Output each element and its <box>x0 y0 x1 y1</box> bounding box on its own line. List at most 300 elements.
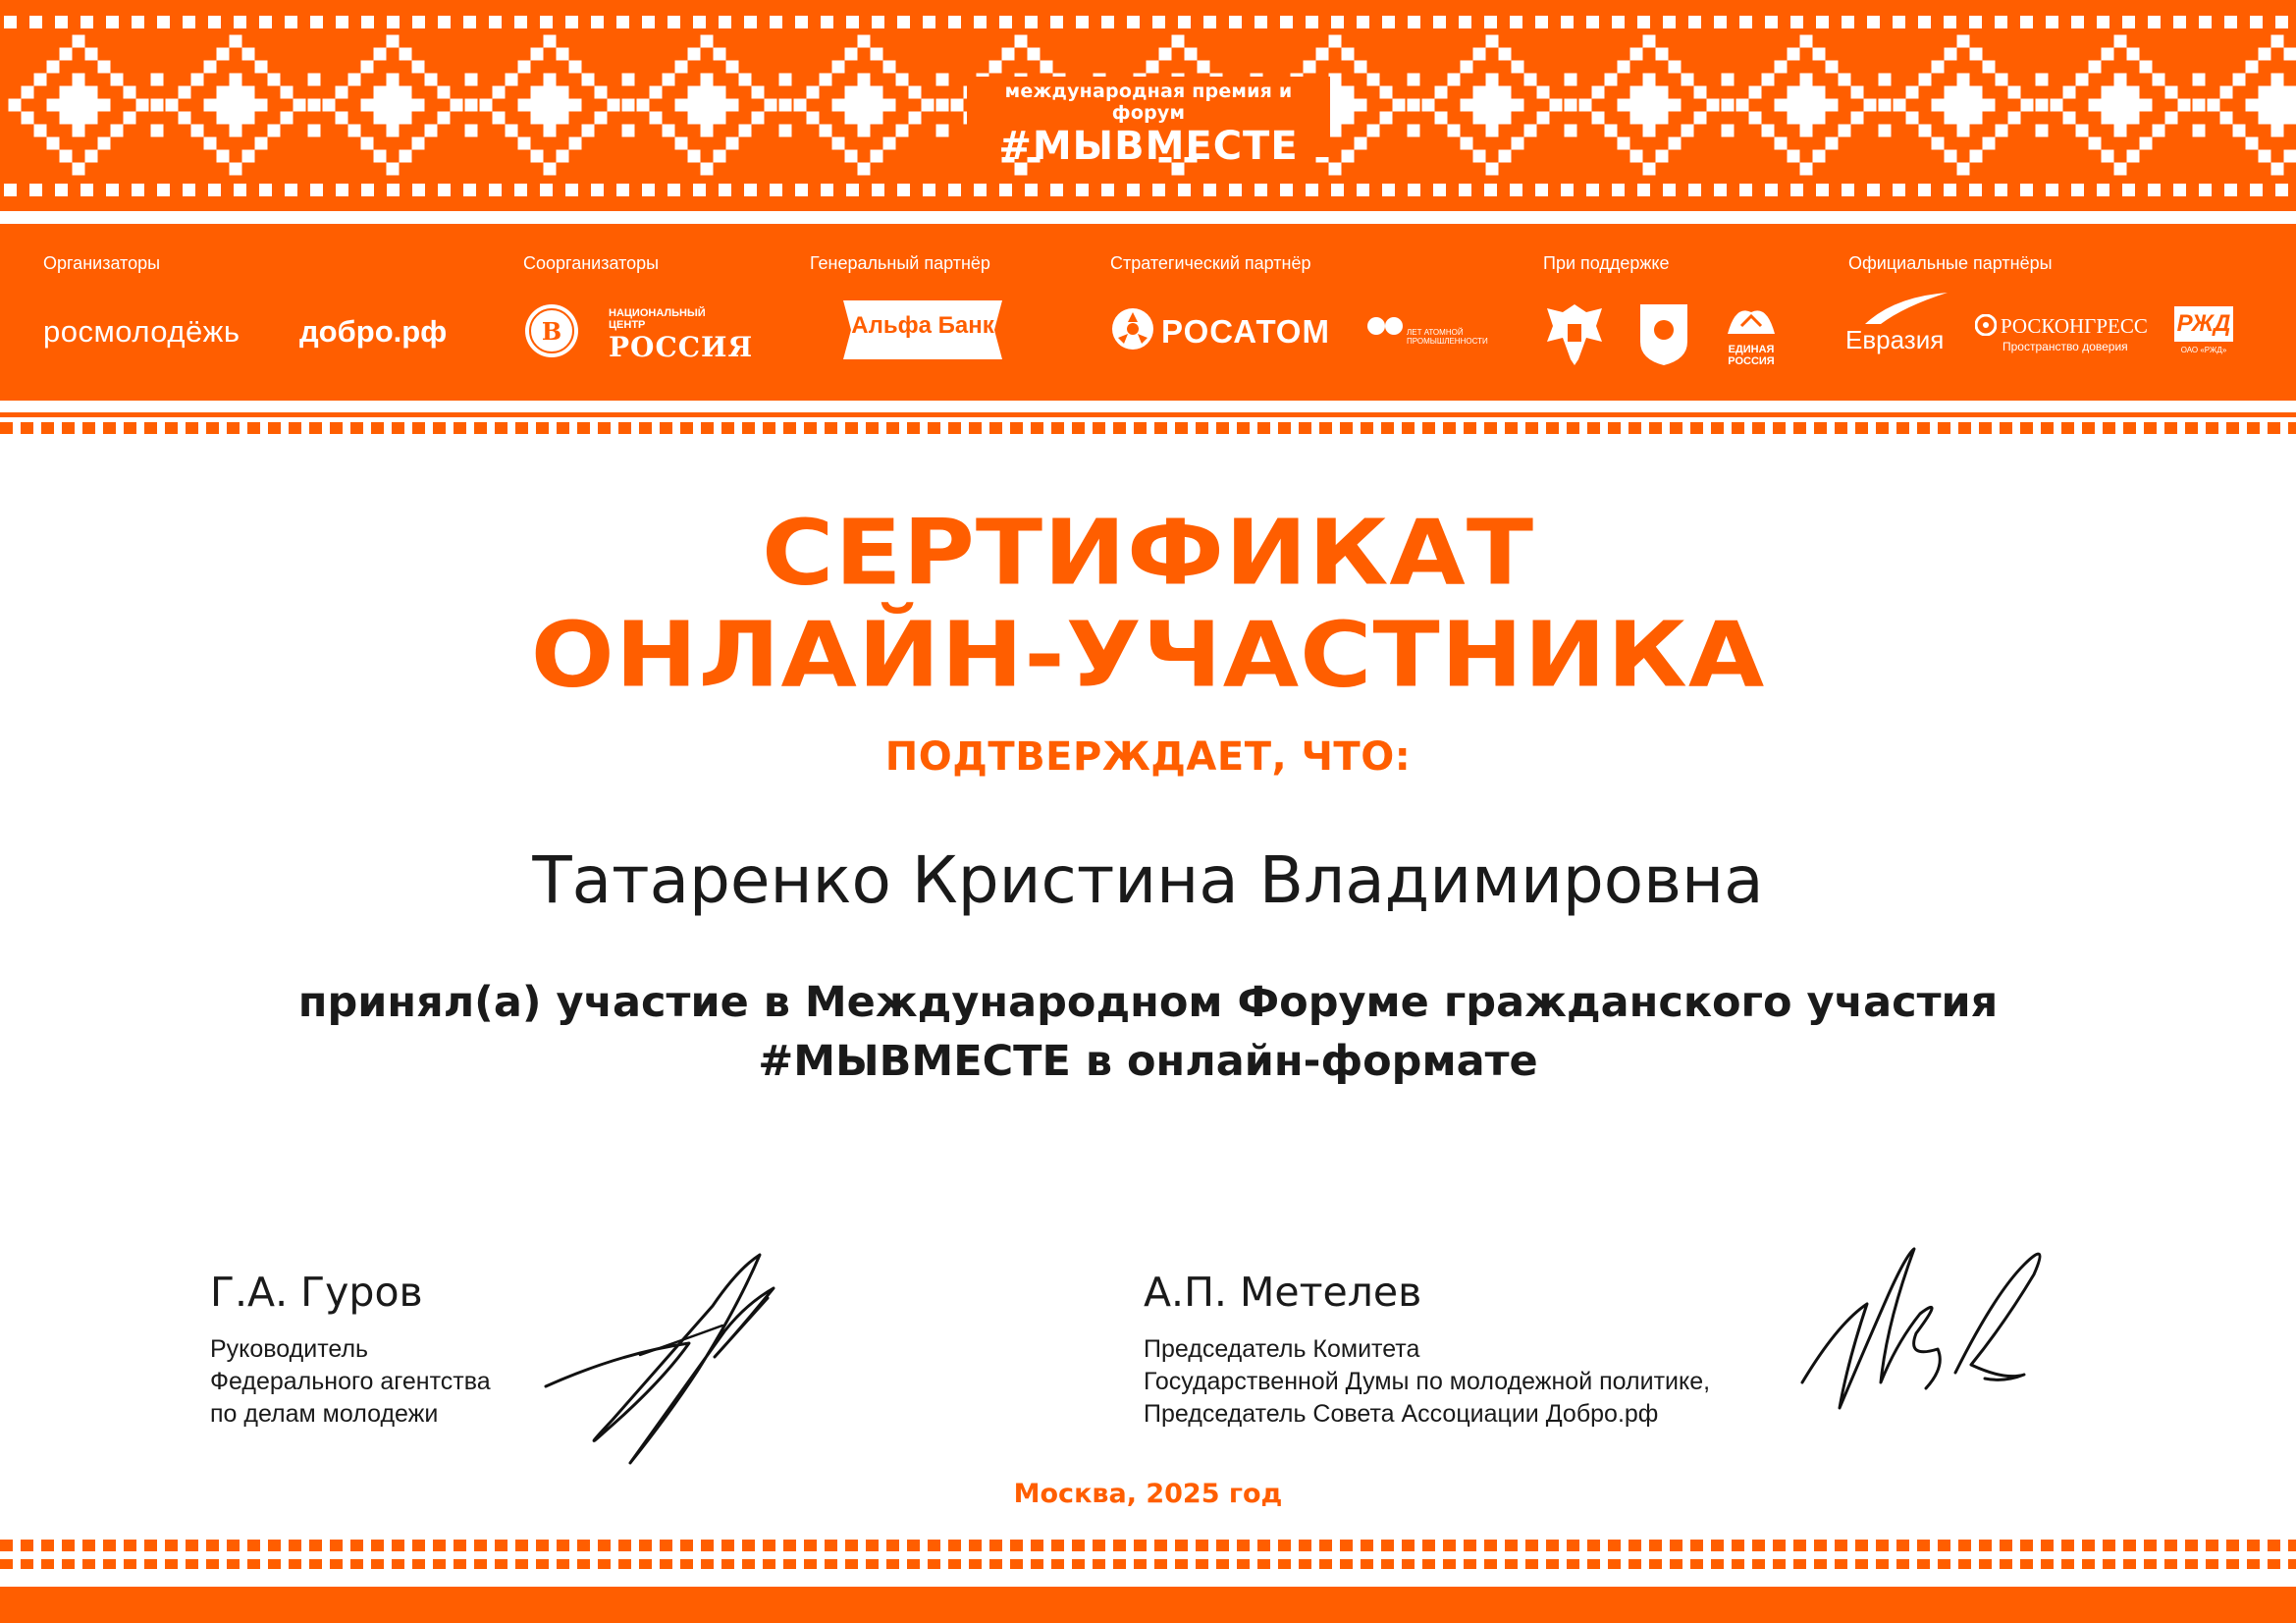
ornament-cell <box>1842 16 1854 28</box>
ornament-cell <box>1355 61 1367 74</box>
ornament-cell <box>1637 184 1650 196</box>
ornament-cell <box>1435 112 1448 125</box>
ornament-cell <box>1800 74 1813 86</box>
ornament-cell <box>1041 61 1053 74</box>
ornament-cell <box>752 86 765 99</box>
strategic-partner-label: Стратегический партнёр <box>1110 253 1311 273</box>
ornament-cell <box>1357 16 1369 28</box>
ornament-cell <box>1203 184 1216 196</box>
ornament-cell <box>2127 150 2140 163</box>
ornament-cell <box>1893 184 1905 196</box>
ornament-cell <box>1408 125 1420 137</box>
ornament-cell <box>1618 61 1630 74</box>
ornament-cell <box>151 74 164 86</box>
ornament-cell <box>2114 35 2127 48</box>
ornament-cell <box>361 16 374 28</box>
ornament-cell <box>518 99 531 112</box>
city-year: Москва, 2025 год <box>1013 1479 1283 1509</box>
ornament-cell <box>2114 74 2127 86</box>
ornament-cell <box>204 61 217 74</box>
ornament-cell <box>151 99 164 112</box>
ornament-cell <box>2097 16 2109 28</box>
ornament-cell <box>2036 99 2049 112</box>
ornament-cell <box>622 99 635 112</box>
ornament-cell <box>1408 184 1420 196</box>
ornament-cell <box>1178 184 1191 196</box>
ornament-cell <box>2233 74 2246 86</box>
ornament-band <box>0 0 2296 211</box>
ornament-cell <box>832 61 845 74</box>
ornament-cell <box>1957 163 1970 176</box>
ornament-cell <box>948 184 961 196</box>
ornament-cell <box>1565 125 1577 137</box>
ornament-cell <box>132 184 144 196</box>
ornament-cell <box>1722 74 1735 86</box>
ornament-cell <box>1592 86 1605 99</box>
top-divider-line <box>0 412 2296 417</box>
ornament-cell <box>936 125 949 137</box>
ornament-cell <box>506 125 518 137</box>
ornament-cell <box>1433 16 1446 28</box>
ornament-cell <box>400 48 412 61</box>
ornament-cell <box>1688 16 1701 28</box>
ornament-cell <box>1694 86 1707 99</box>
ornament-cell <box>1970 48 1983 61</box>
ornament-cell <box>1127 16 1140 28</box>
ornament-cell <box>820 74 832 86</box>
ornament-cell <box>465 99 478 112</box>
ornament-cell <box>1788 150 1800 163</box>
ornament-cell <box>770 184 782 196</box>
ornament-cell <box>744 184 757 196</box>
rzd-logo <box>2174 306 2233 354</box>
ornament-cell <box>1643 74 1656 86</box>
ornament-cell <box>726 61 739 74</box>
certificate-subtitle: ПОДТВЕРЖДАЕТ, ЧТО: <box>884 734 1412 780</box>
ornament-cell <box>111 74 124 86</box>
signatory-1-role-line: по делам молодежи <box>210 1400 439 1428</box>
hse-emblem-icon <box>523 302 580 363</box>
signatory-2-role-line: Государственной Думы по молодежной политике, <box>1144 1368 1711 1395</box>
ornament-cell <box>387 16 400 28</box>
ornament-cell <box>1198 61 1210 74</box>
ornament-cell <box>591 184 604 196</box>
ornament-cell <box>688 48 701 61</box>
ornament-cell <box>2036 74 2049 86</box>
ornament-cell <box>412 16 425 28</box>
ornament-cell <box>2173 184 2186 196</box>
ornament-cell <box>2071 16 2084 28</box>
ornament-cell <box>1461 61 1473 74</box>
ornament-cell <box>1586 184 1599 196</box>
ornament-cell <box>2020 16 2033 28</box>
ornament-cell <box>1459 16 1471 28</box>
ornament-cell <box>821 184 833 196</box>
ornament-cell <box>1473 86 1512 125</box>
statement-line-1: принял(а) участие в Международном Форуме гражданского участия <box>297 978 1999 1027</box>
ornament-cell <box>1579 99 1592 112</box>
ornament-cell <box>1255 184 1267 196</box>
ornament-cell <box>412 137 425 150</box>
ornament-cell <box>34 125 47 137</box>
ornament-cell <box>1586 16 1599 28</box>
ornament-cell <box>285 184 297 196</box>
ornament-cell <box>565 184 578 196</box>
ornament-cell <box>1851 112 1864 125</box>
ornament-cell <box>1331 184 1344 196</box>
ornament-cell <box>506 74 518 86</box>
ornament-cell <box>60 86 98 125</box>
ornament-cell <box>1255 16 1267 28</box>
ornament-cell <box>1714 184 1727 196</box>
ornament-cell <box>1101 16 1114 28</box>
ornament-cell <box>779 99 792 112</box>
ornament-cell <box>2173 16 2186 28</box>
ornament-cell <box>1280 184 1293 196</box>
ornament-cell <box>1800 35 1813 48</box>
ornament-cell <box>923 184 935 196</box>
ornament-cell <box>595 86 608 99</box>
signatory-2-role-line: Председатель Комитета <box>1144 1335 1420 1363</box>
rzd-subtitle: ОАО «РЖД» <box>2180 346 2227 354</box>
ornament-cell <box>1682 125 1694 137</box>
ornament-cell <box>2220 112 2233 125</box>
ornament-cell <box>1408 74 1420 86</box>
eurasia-name: Евразия <box>1845 325 1945 354</box>
ornament-cell <box>361 61 374 74</box>
ornament-cell <box>544 125 557 137</box>
ornament-cell <box>2284 48 2296 61</box>
ornament-cell <box>1510 16 1522 28</box>
ornament-cell <box>1790 16 1803 28</box>
ornament-cell <box>166 99 179 112</box>
ornament-cell <box>1382 184 1395 196</box>
ornament-cell <box>744 16 757 28</box>
ornament-cell <box>1618 99 1630 112</box>
ornament-cell <box>387 125 400 137</box>
rzd-name: РЖД <box>2174 306 2233 342</box>
ornament-cell <box>1002 48 1015 61</box>
ornament-cell <box>1867 184 1880 196</box>
ornament-cell <box>770 16 782 28</box>
ornament-cell <box>1342 48 1355 61</box>
ornament-cell <box>2246 61 2259 74</box>
ornament-cell <box>2020 184 2033 196</box>
ornament-cell <box>387 35 400 48</box>
ornament-cell <box>1355 137 1367 150</box>
ornament-cell <box>1537 86 1550 99</box>
ornament-cell <box>858 35 871 48</box>
ornament-cell <box>1663 16 1676 28</box>
ornament-cell <box>308 125 321 137</box>
signatory-2-name: А.П. Метелев <box>1144 1269 1422 1316</box>
ornament-cell <box>1382 16 1395 28</box>
ornament-cell <box>1826 61 1839 74</box>
ornament-cell <box>1739 16 1752 28</box>
ornament-cell <box>255 137 268 150</box>
ornament-cell <box>2271 74 2284 86</box>
ornament-cell <box>412 61 425 74</box>
ornament-cell <box>701 163 714 176</box>
ornament-cell <box>1306 184 1318 196</box>
certificate-title-line-1: СЕРТИФИКАТ <box>761 499 1535 606</box>
ornament-cell <box>1682 74 1694 86</box>
ornament-cell <box>2089 99 2102 112</box>
ornament-cell <box>1918 184 1931 196</box>
ornament-cell <box>425 74 438 86</box>
ornament-cell <box>230 35 242 48</box>
ornament-cell <box>2051 99 2063 112</box>
ornament-cell <box>1127 184 1140 196</box>
ornament-cell <box>752 112 765 125</box>
ornament-cell <box>132 16 144 28</box>
ornament-cell <box>1996 74 2008 86</box>
ornament-cell <box>999 16 1012 28</box>
ornament-cell <box>259 16 272 28</box>
ornament-cell <box>451 99 463 112</box>
eurasia-swoosh-icon <box>1845 291 1953 330</box>
ornament-cell <box>217 86 255 125</box>
ornament-cell <box>2021 99 2034 112</box>
ornament-cell <box>1762 125 1775 137</box>
ornament-cell <box>2199 184 2212 196</box>
ornament-cell <box>675 61 688 74</box>
ornament-cell <box>999 184 1012 196</box>
ornament-cell <box>1932 61 1945 74</box>
ornament-cell <box>1957 35 1970 48</box>
ornament-cell <box>1592 112 1605 125</box>
ornament-cell <box>1775 99 1788 112</box>
ornament-cell <box>701 35 714 48</box>
ornament-cell <box>47 137 60 150</box>
ornament-cell <box>438 86 451 99</box>
ornament-cell <box>1957 125 1970 137</box>
ornament-cell <box>974 16 987 28</box>
ornament-cell <box>989 61 1002 74</box>
ornament-cell <box>1879 74 1892 86</box>
ornament-cell <box>1894 99 1906 112</box>
ornament-cell <box>1788 86 1826 125</box>
ornament-cell <box>883 61 896 74</box>
ornament-cell <box>1550 99 1563 112</box>
roscongress-icon <box>1975 314 1997 340</box>
ornament-cell <box>2271 163 2284 176</box>
atom-80-icon <box>1365 306 1405 350</box>
ornament-cell <box>1618 137 1630 150</box>
ornament-cell <box>794 99 807 112</box>
ornament-cell <box>1355 99 1367 112</box>
ornament-cell <box>2148 16 2161 28</box>
ornament-cell <box>489 16 502 28</box>
ornament-cell <box>73 74 85 86</box>
organizers-label: Организаторы <box>43 253 161 273</box>
ornament-cell <box>1076 16 1089 28</box>
ornament-cell <box>1512 61 1524 74</box>
ornament-cell <box>2008 112 2021 125</box>
united-russia-logo <box>1718 298 1785 367</box>
ornament-cell <box>73 125 85 137</box>
ornament-cell <box>1944 184 1956 196</box>
ornament-cell <box>1839 74 1851 86</box>
ornament-cell <box>719 16 731 28</box>
ornament-cell <box>1765 184 1778 196</box>
ornament-cell <box>1393 99 1406 112</box>
ornament-cell <box>157 16 170 28</box>
forum-logo <box>967 77 1330 169</box>
ornament-cell <box>1816 16 1829 28</box>
ornament-cell <box>348 125 361 137</box>
ornament-cell <box>1851 86 1864 99</box>
ornament-cell <box>1765 16 1778 28</box>
ornament-cell <box>22 112 34 125</box>
national-center-russia-logo <box>609 307 754 363</box>
ornament-cell <box>1367 125 1380 137</box>
ornament-cell <box>124 112 136 125</box>
bottom-dashes-2 <box>0 1559 2296 1569</box>
ornament-cell <box>1147 61 1159 74</box>
ornament-cell <box>438 16 451 28</box>
ornament-cell <box>2250 16 2263 28</box>
ornament-cell <box>310 16 323 28</box>
ornament-cell <box>179 112 191 125</box>
ornament-cell <box>1524 125 1537 137</box>
ornament-cell <box>650 86 663 99</box>
ornament-cell <box>2153 125 2165 137</box>
ornament-cell <box>310 184 323 196</box>
ornament-cell <box>387 163 400 176</box>
svg-text:В: В <box>541 317 562 346</box>
ornament-cell <box>1050 184 1063 196</box>
atom-80-text: ЛЕТ АТОМНОЙ ПРОМЫШЛЕННОСТИ <box>1407 328 1488 346</box>
ornament-cell <box>336 86 348 99</box>
signatory-2-role-line: Председатель Совета Ассоциации Добро.рф <box>1144 1400 1659 1428</box>
ornament-cell <box>1408 99 1420 112</box>
ornament-cell <box>531 150 544 163</box>
ornament-cell <box>858 163 871 176</box>
roscongress-name: РОСКОНГРЕСС <box>2001 314 2148 338</box>
ornament-cell <box>650 112 663 125</box>
ornament-cell <box>2271 35 2284 48</box>
ornament-cell <box>2063 86 2076 99</box>
ornament-cell <box>1512 99 1524 112</box>
ornament-cell <box>1656 150 1669 163</box>
ornament-cell <box>374 48 387 61</box>
ornament-cell <box>540 184 553 196</box>
ornament-cell <box>1473 150 1486 163</box>
ornament-cell <box>1499 48 1512 61</box>
ornament-cell <box>688 86 726 125</box>
ornament-cell <box>2102 150 2114 163</box>
ornament-cell <box>845 150 858 163</box>
ornament-cell <box>1945 48 1957 61</box>
ornament-cell <box>2193 125 2206 137</box>
ornament-cell <box>1996 125 2008 137</box>
ornament-cell <box>2224 16 2237 28</box>
ornament-cell <box>1605 74 1618 86</box>
ornament-cell <box>922 99 934 112</box>
ornament-cell <box>412 184 425 196</box>
ornament-cell <box>1945 86 1983 125</box>
ornament-cell <box>1969 16 1982 28</box>
ornament-cell <box>1669 137 1682 150</box>
ornament-cell <box>60 48 73 61</box>
ornament-cell <box>739 74 752 86</box>
ornament-cell <box>2165 112 2178 125</box>
ornament-cell <box>2275 16 2288 28</box>
ornament-cell <box>1612 184 1625 196</box>
signatory-1-name: Г.А. Гуров <box>210 1269 423 1316</box>
ornament-cell <box>2071 184 2084 196</box>
signatory-1-role-line: Федерального агентства <box>210 1368 491 1395</box>
rosatom-icon <box>1110 306 1155 355</box>
ornament-cell <box>2097 184 2109 196</box>
ornament-cell <box>489 184 502 196</box>
ornament-cell <box>2284 150 2296 163</box>
ornament-cell <box>667 16 680 28</box>
ornament-cell <box>98 99 111 112</box>
ornament-cell <box>2259 86 2296 125</box>
ornament-cell <box>1995 184 2007 196</box>
dobro-logo: добро.рф <box>299 314 448 349</box>
ornament-cell <box>400 150 412 163</box>
ornament-cell <box>1826 99 1839 112</box>
ornament-cell <box>1630 86 1669 125</box>
ornament-cell <box>85 48 98 61</box>
signatory-1-role <box>210 1333 491 1431</box>
ornament-cell <box>642 184 655 196</box>
ornament-cell <box>1919 74 1932 86</box>
ornament-cell <box>1983 61 1996 74</box>
ornament-cell <box>514 184 527 196</box>
ornament-cell <box>1969 184 1982 196</box>
ornament-cell <box>616 16 629 28</box>
ornament-cell <box>2220 86 2233 99</box>
ornament-cell <box>1612 16 1625 28</box>
certificate-title-line-2: ОНЛАЙН-УЧАСТНИКА <box>530 601 1766 708</box>
ornament-cell <box>807 112 820 125</box>
ornament-cell <box>974 184 987 196</box>
ornament-cell <box>268 125 281 137</box>
ornament-cell <box>1762 74 1775 86</box>
ornament-cell <box>1826 137 1839 150</box>
ornament-cell <box>336 112 348 125</box>
ornament-cell <box>1643 35 1656 48</box>
top-divider-dashes <box>0 422 2296 434</box>
ornament-cell <box>540 16 553 28</box>
ornament-cell <box>230 125 242 137</box>
ornament-cell <box>1663 184 1676 196</box>
ornament-cell <box>1983 137 1996 150</box>
ornament-cell <box>667 184 680 196</box>
ornament-cell <box>1459 184 1471 196</box>
signatory-1-signature <box>542 1247 787 1468</box>
ornament-cell <box>663 125 675 137</box>
ornament-cell <box>883 137 896 150</box>
ornament-cell <box>2165 86 2178 99</box>
ornament-cell <box>98 137 111 150</box>
ornament-cell <box>1669 61 1682 74</box>
ornament-cell <box>55 184 68 196</box>
ornament-cell <box>204 137 217 150</box>
ornament-cell <box>883 99 896 112</box>
ornament-cell <box>1229 16 1242 28</box>
ornament-cell <box>1714 16 1727 28</box>
forum-tagline: международная премия и форум <box>1004 81 1293 124</box>
ornament-cell <box>4 184 17 196</box>
ornament-cell <box>1983 99 1996 112</box>
ornament-cell <box>1535 16 1548 28</box>
ornament-cell <box>663 74 675 86</box>
